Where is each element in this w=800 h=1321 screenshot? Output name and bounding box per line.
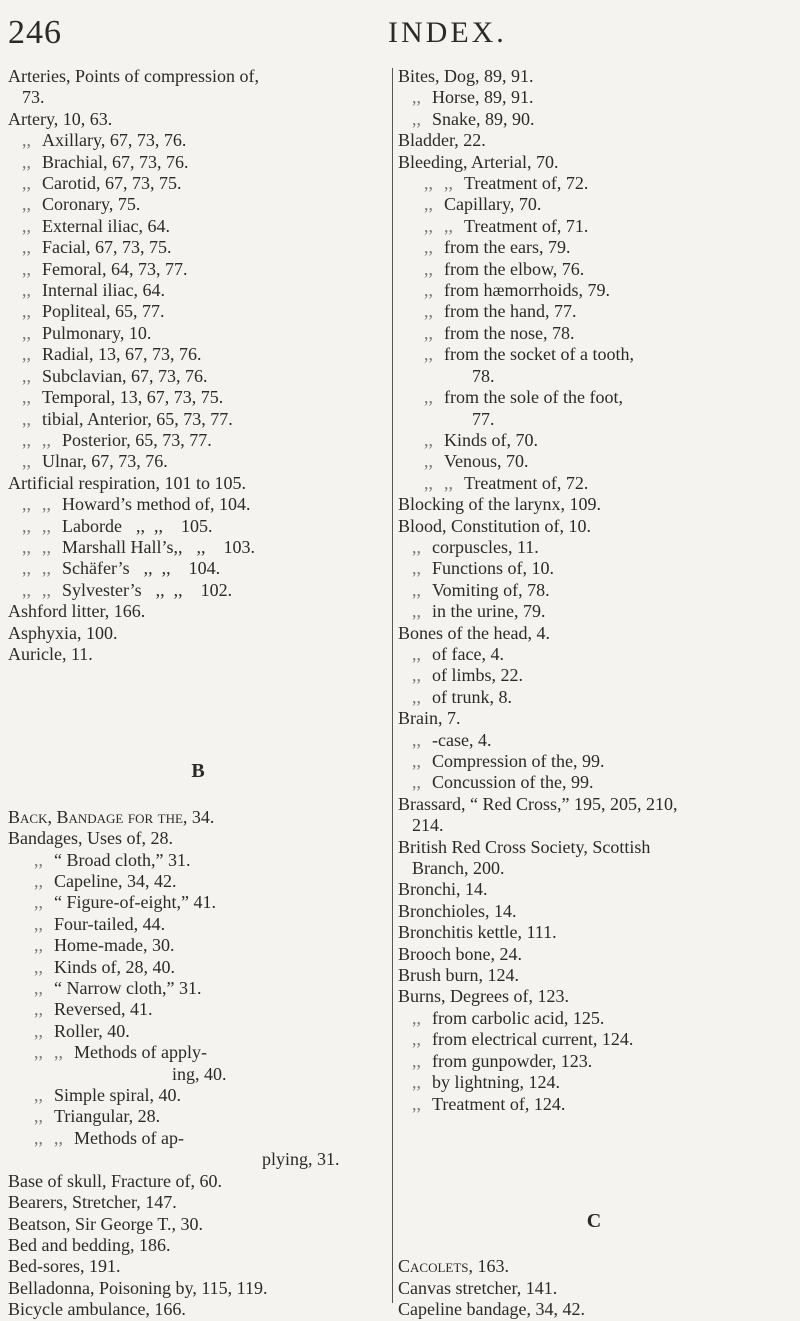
index-entry [8,66,388,87]
entry-ref: ,, ,, 104. [143,558,221,579]
entry-ref: ,, ,, 102. [155,579,233,600]
running-head: INDEX. [388,16,507,49]
entry-text: Simple spiral, 40. [54,1085,181,1106]
ditto-mark: ,, [22,579,31,600]
ditto-mark: ,, [22,194,31,215]
ditto-mark: ,, [22,130,31,151]
index-entry [398,237,790,258]
index-entry [8,1085,388,1106]
index-entry [8,1235,388,1256]
index-entry [8,1042,388,1063]
entry-text: Back, Bandage for the, 34. [8,806,215,827]
entry-text: Auricle, 11. [8,643,93,664]
entry-text: from the nose, 78. [444,322,575,343]
ditto-mark: ,, [54,1127,63,1148]
entry-text: Bronchitis kettle, 111. [398,922,557,943]
entry-text: Bed-sores, 191. [8,1256,121,1277]
index-entry [398,451,790,472]
ditto-mark: ,, [42,494,51,515]
index-entry [398,879,790,900]
index-entry [398,558,790,579]
index-entry [398,409,790,430]
entry-text: Ulnar, 67, 73, 76. [42,451,168,472]
entry-text: Concussion of the, 99. [432,772,594,793]
entry-text: Treatment of, 71. [464,215,589,236]
index-entry [8,430,388,451]
index-entry [398,280,790,301]
index-entry [8,152,388,173]
index-entry [8,1299,388,1320]
ditto-mark: ,, [22,215,31,236]
index-entry [8,280,388,301]
ditto-mark: ,, [412,558,421,579]
ditto-mark: ,, [34,978,43,999]
entry-text: Burns, Degrees of, 123. [398,986,569,1007]
entry-text: Pulmonary, 10. [42,322,152,343]
index-entry [8,323,388,344]
entry-text: Capillary, 70. [444,194,542,215]
entry-text: from the elbow, 76. [444,258,585,279]
ditto-mark: ,, [34,999,43,1020]
index-entry [398,751,790,772]
ditto-mark: ,, [22,365,31,386]
index-entry [398,772,790,793]
ditto-mark: ,, [22,173,31,194]
index-entry [398,922,790,943]
entry-text: from gunpowder, 123. [432,1050,593,1071]
entry-text: Arteries, Points of compression of, [8,66,259,86]
entry-text: Temporal, 13, 67, 73, 75. [42,387,224,408]
entry-text: Schäfer’s [62,558,130,579]
index-entry [398,644,790,665]
index-entry [8,494,388,515]
ditto-mark: ,, [22,151,31,172]
entry-text: “ Figure-of-eight,” 41. [54,892,216,913]
entry-text: Treatment of, 72. [464,173,589,194]
ditto-mark: ,, [22,558,31,579]
ditto-mark: ,, [412,1029,421,1050]
entry-text: from hæmorrhoids, 79. [444,280,610,301]
index-entry [398,152,790,173]
ditto-mark: ,, [444,173,453,194]
index-entry [8,366,388,387]
entry-text: Radial, 13, 67, 73, 76. [42,344,202,365]
ditto-mark: ,, [412,772,421,793]
entry-text: Cacolets, 163. [398,1256,510,1277]
index-entry [8,344,388,365]
entry-text: “ Narrow cloth,” 31. [54,978,202,999]
ditto-mark: ,, [424,215,433,236]
index-entry [398,1072,790,1093]
entry-text: plying, 31. [262,1149,340,1170]
entry-text: Facial, 67, 73, 75. [42,237,172,258]
index-entry [398,1094,790,1115]
index-entry [8,1064,388,1085]
index-entry [8,451,388,472]
entry-text: Bones of the head, 4. [398,622,550,643]
index-entry [8,473,388,494]
ditto-mark: ,, [412,665,421,686]
index-entry [398,130,790,151]
index-entry [8,409,388,430]
index-entry [8,850,388,871]
index-entry [398,837,790,858]
entry-text: Popliteal, 65, 77. [42,301,165,322]
ditto-mark: ,, [424,237,433,258]
ditto-mark: ,, [34,892,43,913]
index-entry [8,87,388,108]
index-entry [398,965,790,986]
entry-text: Sylvester’s [62,579,142,600]
entry-text: Blocking of the larynx, 109. [398,494,601,515]
index-entry [398,1278,790,1299]
index-entry [398,301,790,322]
index-entry [398,109,790,130]
ditto-mark: ,, [22,237,31,258]
index-entry [398,815,790,836]
entry-text: from the hand, 77. [444,301,577,322]
ditto-mark: ,, [34,871,43,891]
index-entry [398,344,790,365]
index-entry [398,944,790,965]
ditto-mark: ,, [22,301,31,322]
index-entry [398,494,790,515]
entry-text: Carotid, 67, 73, 75. [42,173,182,194]
index-entry [8,978,388,999]
ditto-mark: ,, [22,494,31,515]
entry-text: Compression of the, 99. [432,751,605,771]
ditto-mark: ,, [34,1085,43,1106]
index-entry [8,537,388,558]
ditto-mark: ,, [42,558,51,579]
ditto-mark: ,, [412,1072,421,1093]
index-entry [398,580,790,601]
entry-text: Snake, 89, 90. [432,108,535,129]
index-entry [398,623,790,644]
index-entry [8,1171,388,1192]
index-entry [398,1299,790,1320]
ditto-mark: ,, [22,387,31,408]
entry-text: Bleeding, Arterial, 70. [398,151,559,172]
entry-text: Belladonna, Poisoning by, 115, 119. [8,1277,268,1298]
entry-text: Vomiting of, 78. [432,579,550,600]
index-entry [398,1256,790,1277]
entry-text: in the urine, 79. [432,601,546,622]
index-entry [8,130,388,151]
entry-text: Functions of, 10. [432,558,555,579]
index-entry [398,516,790,537]
entry-text: Roller, 40. [54,1020,130,1041]
entry-text: Reversed, 41. [54,999,153,1020]
ditto-mark: ,, [412,1007,421,1028]
entry-text: 73. [22,87,45,108]
entry-text: Brain, 7. [398,708,461,729]
page-number: 246 [8,14,62,51]
entry-text: Bicycle ambulance, 166. [8,1299,186,1320]
entry-text: Marshall Hall’s,, [62,536,183,557]
index-entry [398,1008,790,1029]
index-entry [398,366,790,387]
ditto-mark: ,, [54,1042,63,1063]
entry-text: from electrical current, 124. [432,1029,634,1050]
entry-text: of trunk, 8. [432,686,512,707]
index-entry [398,601,790,622]
index-entry [8,1278,388,1299]
index-entry [398,173,790,194]
ditto-mark: ,, [424,344,433,365]
index-entry [8,644,388,665]
ditto-mark: ,, [412,1093,421,1114]
ditto-mark: ,, [412,108,421,129]
ditto-mark: ,, [424,258,433,279]
index-entry [8,935,388,956]
entry-text: Brassard, “ Red Cross,” 195, 205, 210, [398,793,678,814]
index-entry [8,1192,388,1213]
index-entry [398,216,790,237]
entry-text: British Red Cross Society, Scottish [398,836,651,857]
ditto-mark: ,, [42,429,51,450]
entry-text: Bearers, Stretcher, 147. [8,1192,177,1213]
index-column-right [398,66,790,1321]
ditto-mark: ,, [412,87,421,108]
entry-text: by lightning, 124. [432,1072,561,1093]
entry-text: Bronchi, 14. [398,879,488,900]
ditto-mark: ,, [22,280,31,301]
ditto-mark: ,, [34,956,43,977]
entry-ref: ,, ,, 105. [135,515,213,536]
index-entry [8,807,388,828]
index-entry [8,516,388,537]
ditto-mark: ,, [424,194,433,215]
index-entry [398,323,790,344]
index-entry [398,730,790,751]
index-entry [8,623,388,644]
ditto-mark: ,, [34,1020,43,1041]
entry-text: Bed and bedding, 186. [8,1234,171,1255]
entry-text: Axillary, 67, 73, 76. [42,130,187,151]
ditto-mark: ,, [22,451,31,472]
entry-text: from the ears, 79. [444,237,571,258]
ditto-mark: ,, [22,536,31,557]
index-entry [8,1214,388,1235]
section-gap [398,1115,790,1211]
index-entry [398,473,790,494]
entry-text: 78. [472,365,495,386]
entry-ref: ,, 103. [196,536,255,557]
entry-text: 77. [472,408,495,429]
index-entry [398,1029,790,1050]
index-entry [398,1051,790,1072]
index-entry [398,708,790,729]
index-entry [398,537,790,558]
ditto-mark: ,, [424,301,433,322]
index-entry [398,687,790,708]
ditto-mark: ,, [412,729,421,750]
entry-text: 214. [412,815,444,836]
index-entry [8,957,388,978]
ditto-mark: ,, [412,536,421,557]
entry-text: Bladder, 22. [398,130,486,151]
index-entry [8,194,388,215]
ditto-mark: ,, [412,643,421,664]
ditto-mark: ,, [22,408,31,429]
index-entry [8,871,388,892]
entry-text: of limbs, 22. [432,665,524,686]
ditto-mark: ,, [34,935,43,956]
ditto-mark: ,, [424,280,433,301]
entry-text: from carbolic acid, 125. [432,1007,605,1028]
entry-text: Internal iliac, 64. [42,280,165,301]
entry-text: Horse, 89, 91. [432,87,534,108]
index-entry [8,828,388,849]
index-entry [398,665,790,686]
entry-text: Laborde [62,515,122,536]
ditto-mark: ,, [424,173,433,194]
entry-text: External iliac, 64. [42,215,170,236]
entry-text: corpuscles, 11. [432,536,539,557]
entry-text: Asphyxia, 100. [8,622,118,643]
ditto-mark: ,, [412,601,421,622]
entry-text: Howard’s method of, 104. [62,494,251,515]
index-entry [398,858,790,879]
index-entry [8,1106,388,1127]
entry-text: Artery, 10, 63. [8,108,113,129]
entry-text: Brush burn, 124. [398,965,519,986]
index-entry [398,430,790,451]
ditto-mark: ,, [42,579,51,600]
entry-text: Venous, 70. [444,451,529,472]
entry-text: Treatment of, 72. [464,472,589,493]
entry-text: Four-tailed, 44. [54,913,166,934]
entry-text: “ Broad cloth,” 31. [54,849,191,870]
section-letter: C [586,1209,602,1232]
entry-text: Femoral, 64, 73, 77. [42,258,188,279]
entry-text: Brooch bone, 24. [398,943,522,964]
section-gap [8,665,388,761]
ditto-mark: ,, [34,1127,43,1148]
entry-text: Bandages, Uses of, 28. [8,828,173,849]
index-entry [8,892,388,913]
column-divider [392,68,393,1303]
ditto-mark: ,, [412,686,421,707]
index-entry [8,580,388,601]
ditto-mark: ,, [412,751,421,771]
index-entry [8,259,388,280]
index-entry [398,194,790,215]
index-entry [398,259,790,280]
ditto-mark: ,, [22,322,31,343]
index-entry [8,237,388,258]
entry-text: Home-made, 30. [54,935,175,956]
entry-text: Bronchioles, 14. [398,900,517,921]
entry-text: ing, 40. [172,1063,227,1084]
index-entry [8,301,388,322]
ditto-mark: ,, [22,344,31,365]
entry-text: from the socket of a tooth, [444,344,634,365]
ditto-mark: ,, [34,849,43,870]
entry-text: tibial, Anterior, 65, 73, 77. [42,408,233,429]
entry-text: Artificial respiration, 101 to 105. [8,472,246,493]
entry-text: Posterior, 65, 73, 77. [62,429,212,450]
index-entry [398,87,790,108]
ditto-mark: ,, [424,322,433,343]
ditto-mark: ,, [42,515,51,536]
page-header [0,14,800,54]
entry-text: Blood, Constitution of, 10. [398,515,592,536]
entry-text: Ashford litter, 166. [8,601,146,622]
index-entry [8,216,388,237]
entry-text: Canvas stretcher, 141. [398,1277,558,1298]
ditto-mark: ,, [34,1042,43,1063]
entry-text: Capeline bandage, 34, 42. [398,1299,585,1320]
entry-text: Treatment of, 124. [432,1093,566,1114]
ditto-mark: ,, [444,215,453,236]
entry-text: Bites, Dog, 89, 91. [398,66,534,86]
index-entry [398,387,790,408]
index-entry [8,558,388,579]
ditto-mark: ,, [34,913,43,934]
entry-text: Coronary, 75. [42,194,141,215]
index-entry [8,1149,388,1170]
ditto-mark: ,, [424,387,433,408]
index-entry [398,794,790,815]
ditto-mark: ,, [22,515,31,536]
entry-text: Methods of apply- [74,1042,207,1063]
index-entry [8,999,388,1020]
index-entry [8,1256,388,1277]
ditto-mark: ,, [412,1050,421,1071]
ditto-mark: ,, [424,451,433,472]
index-column-left [8,66,388,1321]
entry-text: Brachial, 67, 73, 76. [42,151,189,172]
index-entry [8,1128,388,1149]
entry-text: Subclavian, 67, 73, 76. [42,365,208,386]
index-entry [8,601,388,622]
index-entry [8,1021,388,1042]
entry-text: Base of skull, Fracture of, 60. [8,1170,222,1191]
ditto-mark: ,, [42,536,51,557]
section-gap [8,783,388,807]
ditto-mark: ,, [424,472,433,493]
index-entry [8,109,388,130]
entry-text: -case, 4. [432,729,492,750]
index-entry [398,66,790,87]
entry-text: from the sole of the foot, [444,387,623,408]
ditto-mark: ,, [444,472,453,493]
entry-text: Beatson, Sir George T., 30. [8,1213,203,1234]
entry-text: Methods of ap- [74,1127,184,1148]
index-entry [8,914,388,935]
entry-text: Triangular, 28. [54,1106,161,1127]
entry-text: Kinds of, 28, 40. [54,956,175,977]
section-gap [398,1232,790,1256]
index-entry [398,986,790,1007]
ditto-mark: ,, [22,429,31,450]
index-entry [8,387,388,408]
ditto-mark: ,, [34,1106,43,1127]
ditto-mark: ,, [412,579,421,600]
entry-text: Capeline, 34, 42. [54,871,177,891]
entry-text: Kinds of, 70. [444,429,538,450]
index-entry [8,173,388,194]
entry-text: of face, 4. [432,643,504,664]
section-letter: B [191,760,205,783]
index-entry [398,901,790,922]
entry-text: Branch, 200. [412,858,505,879]
ditto-mark: ,, [424,429,433,450]
ditto-mark: ,, [22,258,31,279]
